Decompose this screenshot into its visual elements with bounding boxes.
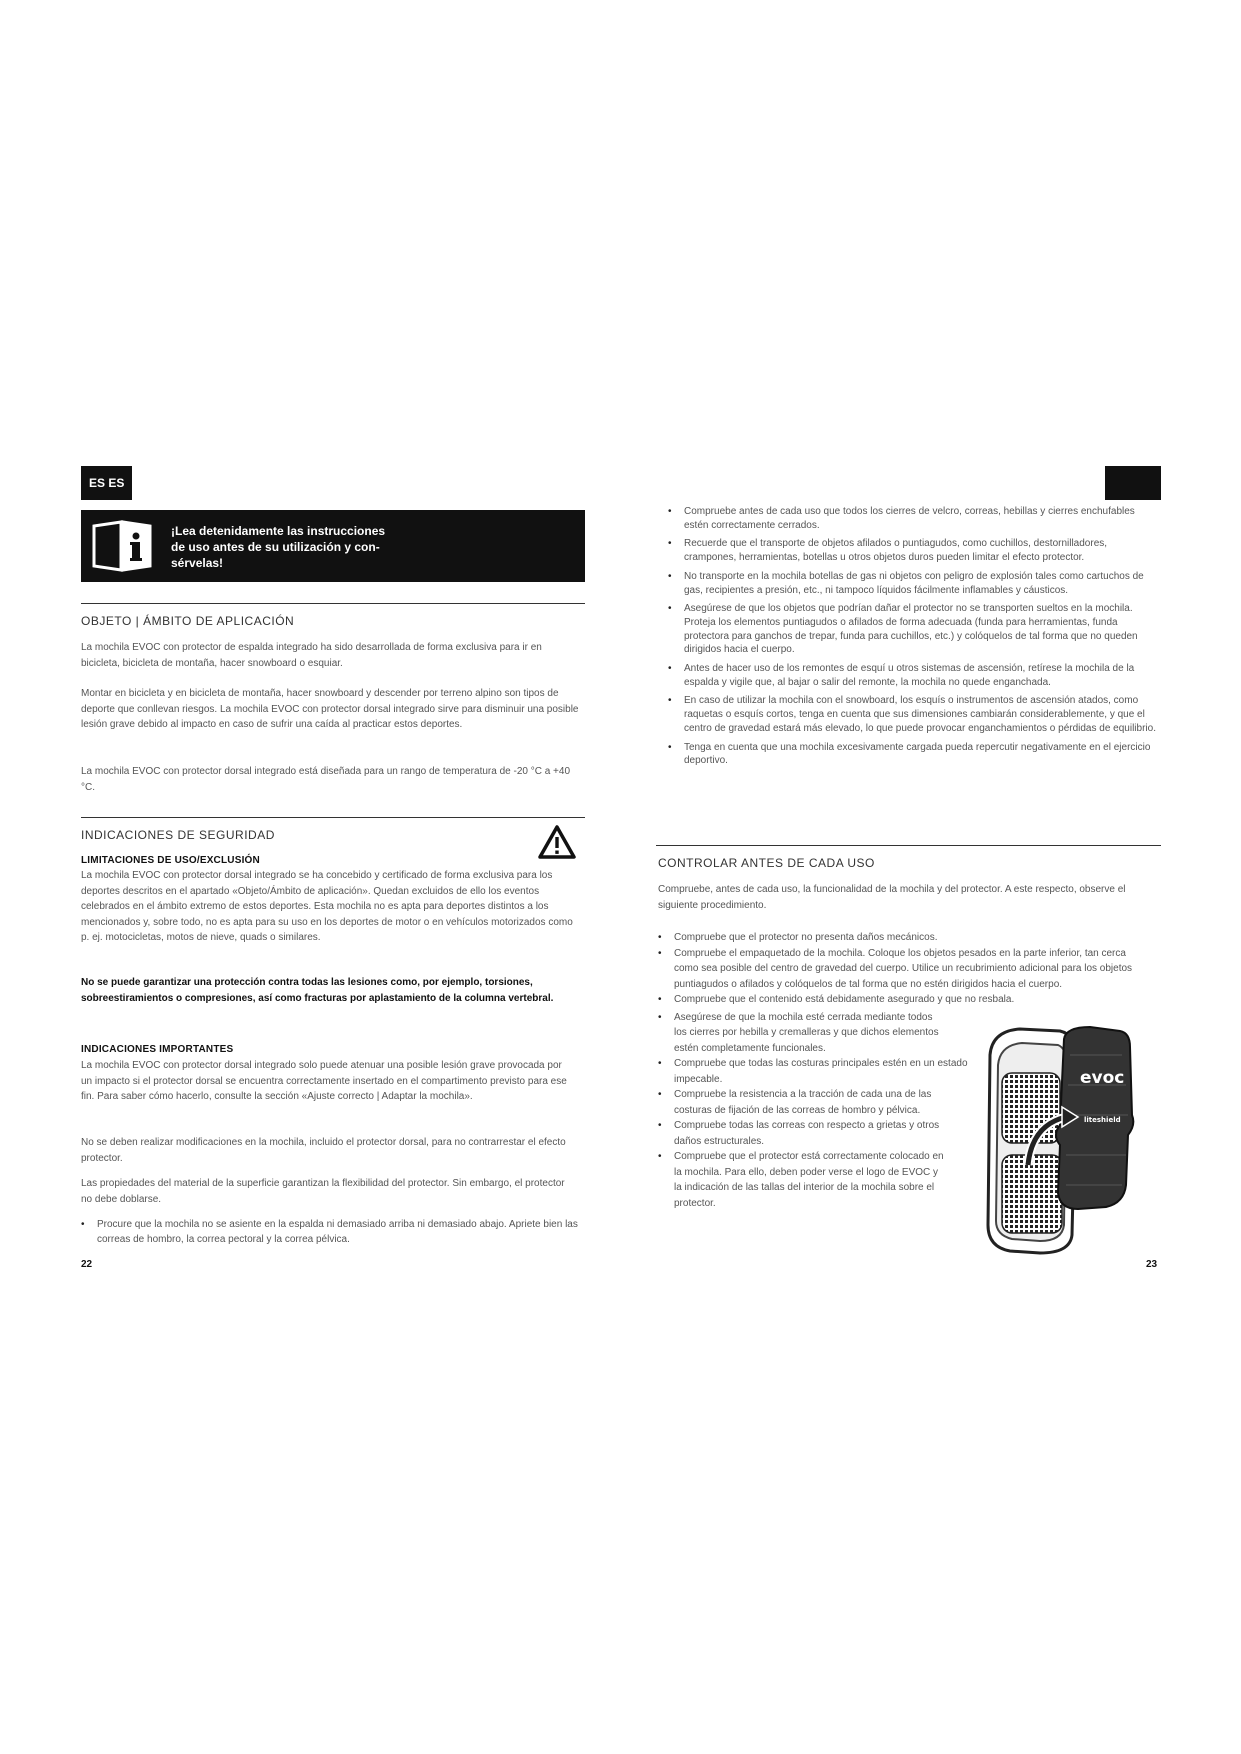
divider [81,817,585,818]
list-item: • Asegúrese de que la mochila esté cerrada mediante todos los cierres por hebilla y cremalleras y que dichos elementos estén completamente funcionales. [658,1010,944,1057]
divider [81,603,585,604]
page-tab-marker [1105,466,1161,500]
list-item: • Asegúrese de que los objetos que podrían dañar el protector no se transporten sueltos en la mochila. Proteja los elementos puntiagudos o afilados de forma adecuada (funda para herramientas, funda protectora para ganchos de trepar, funda para cuchillos, etc.) y colóquelos de tal forma que no queden dirigidos hacia el cuerpo. [668,602,1161,657]
seat-bullet-list [81,1217,581,1247]
section-title-safety: INDICACIONES DE SEGURIDAD [81,828,275,842]
limits-paragraph: La mochila EVOC con protector dorsal integrado se ha concebido y certificado de forma exclusiva para los deportes descritos en el apartado «Objeto/Ámbito de aplicación». Quedan excluidos de ello los eventos celebrados en el ámbito extremo de estos deportes. Esta mochila no es apta para deportes distintos a los mencionados y, sobre todo, no es apta para su uso en los deportes de motor o en vehículos motorizados como p. ej. motocicletas, motos de nieve, quads o similares. [81,870,573,943]
page-number-right: 23 [1146,1259,1158,1270]
list-item: • Compruebe que el protector no presenta daños mecánicos. [658,930,1148,946]
subtitle-limits: LIMITACIONES DE USO/EXCLUSIÓN [81,855,260,866]
scope-paragraph-3: La mochila EVOC con protector dorsal integrado está diseñada para un rango de temperatura de -20 °C a +40 °C. [81,766,571,793]
subtitle-important: INDICACIONES IMPORTANTES [81,1044,234,1055]
list-item: • En caso de utilizar la mochila con el snowboard, los esquís o instrumentos de ascensión atados, como raquetas o esquís cortos, tenga en cuenta que sus dimensiones cambiarán considerablemente, y que el centro de gravedad estará más elevado, lo que puede provocar enganchamientos o pérdidas de equilibrio. [668,694,1161,735]
list-item: • Compruebe que el contenido está debidamente asegurado y que no resbala. [658,992,1148,1008]
list-item: • Compruebe que todas las costuras principales estén en un estado impecable. [658,1056,974,1087]
section-title-check: CONTROLAR ANTES DE CADA USO [658,856,875,870]
open-book-info-icon [91,520,153,572]
page-number-left: 22 [81,1259,93,1270]
material-paragraph: Las propiedades del material de la superficie garantizan la flexibilidad del protector. Sin embargo, el protector no debe doblarse. [81,1178,565,1205]
list-item: • Tenga en cuenta que una mochila excesivamente cargada pueda repercutir negativamente en el ejercicio deportivo. [668,741,1161,768]
scope-paragraph-1: La mochila EVOC con protector de espalda integrado ha sido desarrollada de forma exclusiva para ir en bicicleta, bicicleta de montaña, hacer snowboard o esquiar. [81,642,542,669]
precautions-list [668,505,1161,768]
modifications-paragraph: No se deben realizar modificaciones en la mochila, incluido el protector dorsal, para no contrarrestar el efecto protector. [81,1137,566,1164]
list-item: • Compruebe antes de cada uso que todos los cierres de velcro, correas, hebillas y cierres enchufables estén correctamente cerrados. [668,505,1161,532]
language-tab: ES ES [81,466,132,500]
divider [656,845,1161,846]
list-item: • Compruebe la resistencia a la tracción de cada una de las costuras de fijación de las correas de hombro y pélvica. [658,1087,944,1118]
list-item: • Compruebe todas las correas con respecto a grietas y otros daños estructurales. [658,1118,964,1149]
backpack-protector-insert-icon [980,1025,1140,1258]
protector-badge: liteshield [1084,1116,1121,1124]
list-item: • Recuerde que el transporte de objetos afilados o puntiagudos, como cuchillos, destornilladores, crampones, herramientas, botellas u otros objetos duros pueden limitar el efecto protector. [668,537,1161,564]
info-notice-text: ¡Lea detenidamente las instrucciones de uso antes de su utilización y con- sérvelas! [171,524,386,570]
list-item: • Antes de hacer uso de los remontes de esquí u otros sistemas de ascensión, retírese la mochila de la espalda y vigile que, al bajar o salir del remonte, la mochila no quede enganchada. [668,662,1161,689]
info-notice-box [81,510,585,582]
list-item: • No transporte en la mochila botellas de gas ni objetos con peligro de explosión tales como cartuchos de gas, recipientes a presión, etc., ni tampoco líquidos fácilmente inflamables y cáusticos. [668,570,1161,597]
list-item: • Compruebe que el protector está correctamente colocado en la mochila. Para ello, deben poder verse el logo de EVOC y la indicación de las tallas del interior de la mochila sobre el protector. [658,1149,944,1211]
important-paragraph: La mochila EVOC con protector dorsal integrado solo puede atenuar una posible lesión grave provocada por un impacto si el protector dorsal se encuentra correctamente insertado en el compartimento previsto para ese fin. Para saber cómo hacerlo, consulte la sección «Ajuste correcto | Adaptar la mochila». [81,1060,567,1102]
protector-logo: evoc [1080,1068,1125,1088]
section-title-scope: OBJETO | ÁMBITO DE APLICACIÓN [81,614,295,628]
list-item: • Procure que la mochila no se asiente en la espalda ni demasiado arriba ni demasiado abajo. Apriete bien las correas de hombro, la correa pectoral y la correa pélvica. [81,1217,581,1247]
warning-paragraph: No se puede garantizar una protección contra todas las lesiones como, por ejemplo, torsiones, sobreestiramientos o compresiones, así como fracturas por aplastamiento de la columna vertebral. [81,977,554,1004]
list-item: • Compruebe el empaquetado de la mochila. Coloque los objetos pesados en la parte inferior, tan cerca como sea posible del centro de gravedad del cuerpo. Utilice un recubrimiento adicional para los objetos puntiagudos o afilados y colóquelos de tal forma que no estén dirigidos hacia el cuerpo. [658,946,1148,993]
warning-triangle-icon [537,824,577,860]
scope-paragraph-2: Montar en bicicleta y en bicicleta de montaña, hacer snowboard y descender por terreno alpino son tipos de deporte que conllevan riesgos. La mochila EVOC con protector dorsal integrado sirve para disminuir una posible lesión grave debido al impacto en caso de sufrir una caída al practicar estos deportes. [81,688,579,730]
check-intro-paragraph: Compruebe, antes de cada uso, la funcionalidad de la mochila y del protector. A este respecto, observe el siguiente procedimiento. [658,884,1126,911]
